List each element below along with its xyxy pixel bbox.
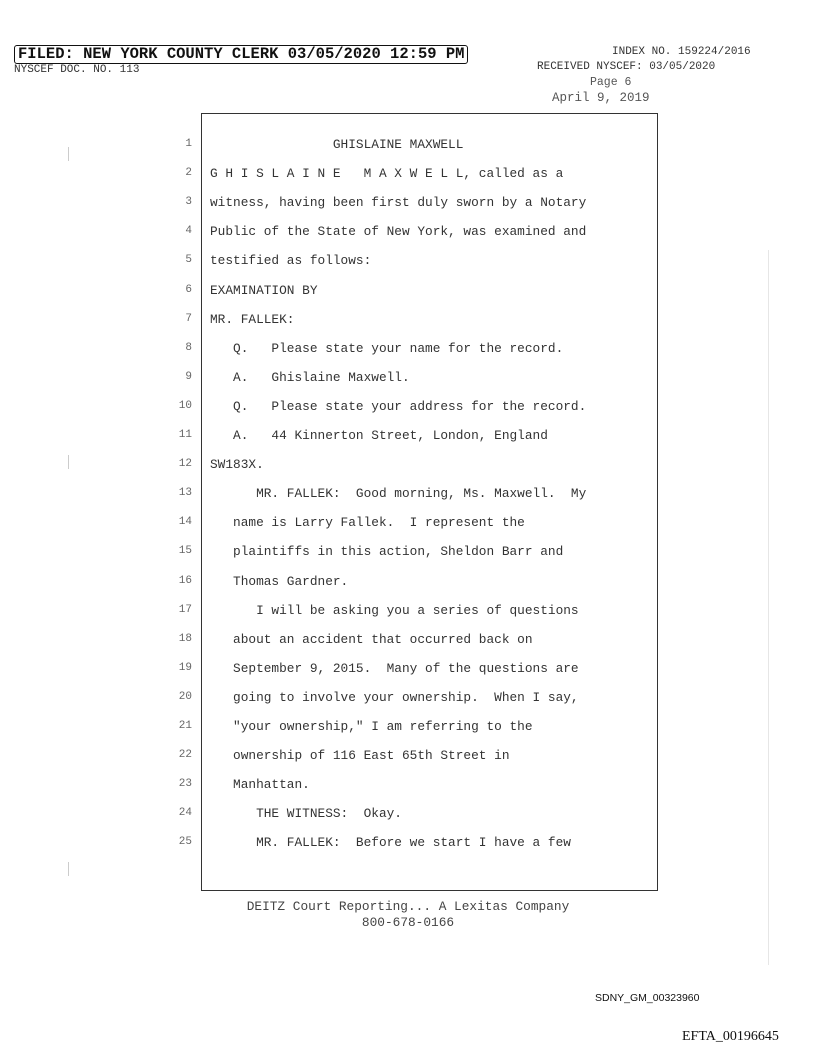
line-number: 24 (178, 807, 192, 820)
scan-mark (68, 862, 69, 876)
transcript-line: MR. FALLEK: Good morning, Ms. Maxwell. My (210, 486, 587, 502)
transcript-line: GHISLAINE MAXWELL (210, 137, 464, 152)
line-number: 19 (178, 661, 192, 674)
transcript-line: A. 44 Kinnerton Street, London, England (210, 428, 548, 443)
index-number: INDEX NO. 159224/2016 (612, 46, 751, 58)
transcript-line: Q. Please state your name for the record. (210, 340, 564, 356)
deposition-date: April 9, 2019 (552, 91, 650, 105)
transcript-line: plaintiffs in this action, Sheldon Barr and (210, 544, 564, 560)
line-number: 20 (178, 690, 192, 703)
reporting-company: DEITZ Court Reporting... A Lexitas Company (246, 899, 570, 914)
transcript-line: MR. FALLEK: Before we start I have a few (210, 835, 571, 851)
line-number: 17 (178, 603, 192, 616)
transcript-line: name is Larry Fallek. I represent the (210, 515, 525, 531)
transcript-line: I will be asking you a series of questions (210, 602, 579, 618)
line-number: 4 (185, 225, 192, 238)
transcript-line: G H I S L A I N E M A X W E L L, called as a (210, 166, 564, 182)
line-number: 3 (185, 196, 192, 209)
line-number: 12 (178, 458, 192, 471)
page-number: Page 6 (590, 76, 632, 89)
line-number: 16 (178, 574, 192, 587)
doc-number: NYSCEF DOC. NO. 113 (14, 64, 140, 76)
filed-stamp: FILED: NEW YORK COUNTY CLERK 03/05/2020 12:59 PM (14, 45, 468, 64)
transcript-line: "your ownership," I am referring to the (210, 719, 533, 734)
line-number: 8 (185, 341, 192, 354)
line-number: 14 (178, 516, 192, 529)
line-number: 6 (185, 283, 192, 296)
line-number: 18 (178, 632, 192, 645)
bates-efta: EFTA_00196645 (682, 1029, 779, 1044)
transcript-line: ownership of 116 East 65th Street in (210, 748, 510, 764)
line-number: 1 (185, 138, 192, 150)
transcript-line: going to involve your ownership. When I say, (210, 689, 579, 705)
line-number: 15 (178, 545, 192, 558)
line-number: 21 (178, 720, 192, 732)
transcript-line: about an accident that occurred back on (210, 631, 533, 647)
line-number: 11 (178, 429, 192, 441)
transcript-line: witness, having been first duly sworn by a Notary (210, 195, 587, 211)
line-number: 13 (178, 487, 192, 500)
transcript-line: Thomas Gardner. (210, 573, 349, 589)
line-number: 25 (178, 836, 192, 849)
received-date: RECEIVED NYSCEF: 03/05/2020 (537, 61, 716, 73)
transcript-line: THE WITNESS: Okay. (210, 806, 402, 822)
line-number: 5 (185, 254, 192, 267)
transcript-line: testified as follows: (210, 253, 372, 269)
transcript-line: Manhattan. (210, 777, 310, 793)
reporting-phone: 800-678-0166 (361, 915, 455, 930)
transcript-line: SW183X. (210, 457, 264, 473)
transcript-line: Q. Please state your address for the record. (210, 398, 587, 414)
line-number: 2 (185, 167, 192, 180)
line-number: 7 (185, 312, 192, 325)
scan-edge (768, 250, 769, 965)
line-number: 10 (178, 399, 192, 412)
bates-sdny: SDNY_GM_00323960 (595, 992, 700, 1004)
line-number: 22 (178, 749, 192, 762)
transcript-line: September 9, 2015. Many of the questions are (210, 660, 579, 676)
line-number: 9 (185, 370, 192, 383)
transcript-line: MR. FALLEK: (210, 311, 295, 327)
scan-mark (68, 455, 69, 469)
scan-mark (68, 147, 69, 161)
transcript-line: A. Ghislaine Maxwell. (210, 369, 410, 385)
transcript-line: EXAMINATION BY (210, 282, 318, 298)
line-number: 23 (178, 778, 192, 791)
transcript-line: Public of the State of New York, was examined and (210, 224, 587, 240)
